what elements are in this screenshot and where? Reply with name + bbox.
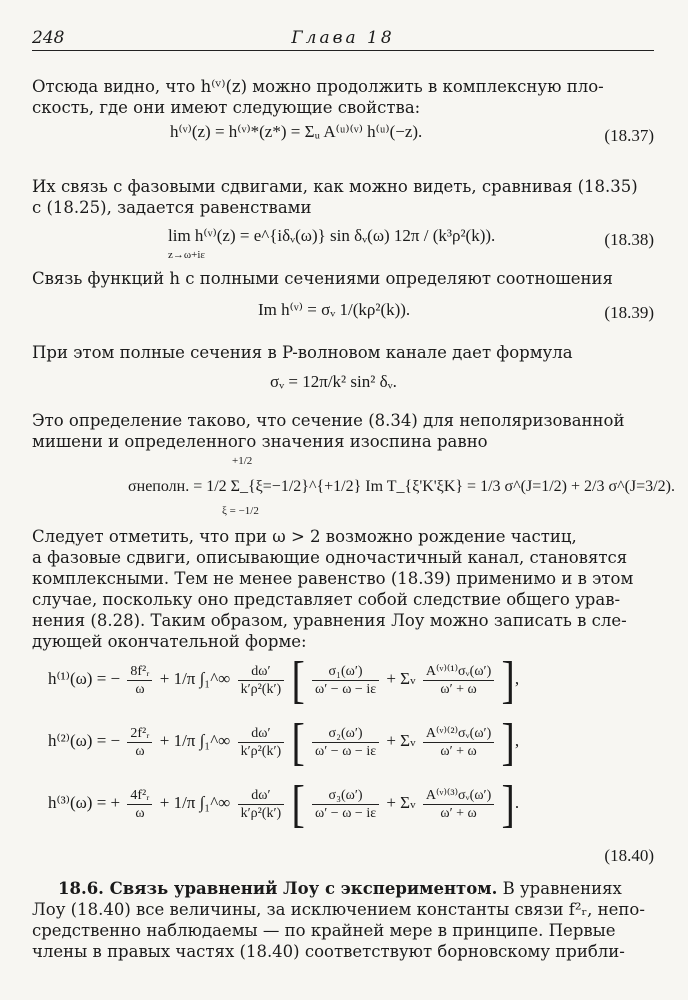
text-line: члены в правых частях (18.40) соответствуют борновскому прибли- [32,942,625,961]
denom2: ω′ + ω [440,805,477,821]
a-fraction [423,787,494,822]
measure-fraction [238,725,285,760]
coef: 8f²ᵣ [127,663,152,681]
omega: ω [135,681,145,697]
sum-sub: v [410,674,416,687]
equation-body: lim h⁽ᵛ⁾(z) = e^{iδᵥ(ω)} sin δᵥ(ω) 12π / (k³ρ²(k)). [168,226,496,245]
sigma: σ₂(ω′) [312,725,379,743]
sigma: σ₁(ω′) [312,663,379,681]
measure-fraction [238,663,285,698]
paragraph-5 [32,410,654,452]
integral: ∫₁^∞ [199,730,231,750]
text-line: случае, поскольку оно представляет собой следствие общего урав- [32,590,621,609]
denom1: ω′ − ω − iε [315,681,377,697]
chapter-title: Глава 18 [291,28,395,48]
paragraph-2 [32,176,654,218]
coef-fraction [127,663,152,698]
omega: ω [135,743,145,759]
paragraph-3 [32,268,654,289]
text-line: скость, где они имеют следующие свойства: [32,98,421,117]
sigma-fraction [312,663,379,698]
section-text: В уравнениях [497,879,622,898]
a: A⁽ᵛ⁾⁽²⁾σᵥ(ω′) [423,725,494,743]
text-line: Следует отметить, что при ω > 2 возможно рождение частиц, [32,527,577,546]
denom1: ω′ − ω − iε [315,805,377,821]
right-bracket: ] [501,712,515,771]
text-line: При этом полные сечения в P-волновом канале дает формула [32,343,573,362]
denom1: ω′ − ω − iε [315,743,377,759]
row-end: , [514,668,520,688]
left-bracket: [ [291,650,305,709]
section-title: 18.6. Связь уравнений Лоу с экспериментом. [58,879,498,898]
text-line: Их связь с фазовыми сдвигами, как можно видеть, сравнивая (18.35) [32,177,638,196]
kp: k′ρ²(k′) [240,805,282,821]
measure-fraction [238,787,285,822]
denom2: ω′ + ω [440,743,477,759]
right-bracket: ] [501,650,515,709]
kp: k′ρ²(k′) [240,681,282,697]
equation-sigma-total: σнеполн. = 1/2 Σ_{ξ=−1/2}^{+1/2} Im T_{ξ'K'ξK} = 1/3 σ^(J=1/2) + 2/3 σ^(J=3/2). [128,478,675,495]
lhs: h⁽³⁾(ω) = + [48,792,121,812]
integral: ∫₁^∞ [199,668,231,688]
lhs: h⁽²⁾(ω) = − [48,730,121,750]
one-over-pi: 1/π [173,668,196,688]
a-fraction [423,663,494,698]
sum-sub: v [410,736,416,749]
low-equation-1: h⁽¹⁾(ω) = − $\frac{\text{8f²ᵣ}}{\omega}$ + 1/π ∫₁^∞ $\frac{d\omega'}{\text{k′ρ²(k′)}}$ [ $\frac{\text{σ₁(ω′)}}{\omega' - \omega - i\varepsilon}$ + Σv $\frac{\text{A⁽ᵛ⁾⁽¹⁾σᵥ(ω′)}}{\omega' + \omega}$ ], [48,650,520,709]
row-end: , [514,730,520,750]
page-header [32,28,654,51]
low-equation-3: h⁽³⁾(ω) = + $\frac{\text{4f²ᵣ}}{\omega}$ + 1/π ∫₁^∞ $\frac{d\omega'}{\text{k′ρ²(k′)}}$ [ $\frac{\text{σ₃(ω′)}}{\omega' - \omega - i\varepsilon}$ + Σv $\frac{\text{A⁽ᵛ⁾⁽³⁾σᵥ(ω′)}}{\omega' + \omega}$ ]. [48,774,520,833]
sum-sub: v [410,798,416,811]
paragraph-6 [32,526,654,652]
page-number: 248 [32,28,65,48]
coef-fraction [127,787,152,822]
equation-number: (18.39) [604,303,654,322]
text-line: а фазовые сдвиги, описывающие одночастичный канал, становятся [32,548,628,567]
text-line: Это определение таково, что сечение (8.34) для неполяризованной [32,411,625,430]
sigma: σ₃(ω′) [312,787,379,805]
equation-number: (18.38) [604,230,654,249]
coef: 2f²ᵣ [127,725,152,743]
dw: dω′ [238,725,285,743]
coef: 4f²ᵣ [127,787,152,805]
a: A⁽ᵛ⁾⁽³⁾σᵥ(ω′) [423,787,494,805]
left-bracket: [ [291,712,305,771]
paragraph-4 [32,342,654,363]
sum-lower-limit: ξ = −1/2 [222,505,259,517]
text-line: Отсюда видно, что h⁽ᵛ⁾(z) можно продолжить в комплексную пло- [32,77,604,96]
paragraph-7 [32,878,654,962]
text-line: с (18.25), задается равенствами [32,198,312,217]
limit-subscript: z→ω+iε [168,249,206,261]
equation-18-37: h⁽ᵛ⁾(z) = h⁽ᵛ⁾*(z*) = Σᵤ A⁽ᵘ⁾⁽ᵛ⁾ h⁽ᵘ⁾(−z). [170,122,423,141]
right-bracket: ] [501,774,515,833]
one-over-pi: 1/π [173,730,196,750]
equation-number: (18.40) [604,846,654,865]
kp: k′ρ²(k′) [240,743,282,759]
equation-18-39: Im h⁽ᵛ⁾ = σᵥ 1/(kρ²(k)). [258,300,411,319]
equation-18-38 [168,226,495,246]
text-line [32,878,654,899]
sigma-fraction [312,725,379,760]
text-line: нения (8.28). Таким образом, уравнения Лоу можно записать в сле- [32,611,627,630]
denom2: ω′ + ω [440,681,477,697]
text-line: Связь функций h с полными сечениями определяют соотношения [32,269,613,288]
coef-fraction [127,725,152,760]
omega: ω [135,805,145,821]
sum-upper-limit: +1/2 [232,455,253,467]
dw: dω′ [238,787,285,805]
text-line: мишени и определенного значения изоспина равно [32,432,488,451]
equation-number: (18.37) [604,126,654,145]
text-line: средственно наблюдаемы — по крайней мере в принципе. Первые [32,921,616,940]
integral: ∫₁^∞ [199,792,231,812]
sigma-fraction [312,787,379,822]
paragraph-1 [32,76,654,118]
row-end: . [514,792,520,812]
dw: dω′ [238,663,285,681]
equation-sigma-v: σᵥ = 12π/k² sin² δᵥ. [270,372,397,391]
text-line: дующей окончательной форме: [32,632,307,651]
a-fraction [423,725,494,760]
one-over-pi: 1/π [173,792,196,812]
lhs: h⁽¹⁾(ω) = − [48,668,121,688]
a: A⁽ᵛ⁾⁽¹⁾σᵥ(ω′) [423,663,494,681]
text-line: комплексными. Тем не менее равенство (18.39) применимо и в этом [32,569,634,588]
text-line: Лоу (18.40) все величины, за исключением константы связи f²ᵣ, непо- [32,900,645,919]
low-equation-2: h⁽²⁾(ω) = − $\frac{\text{2f²ᵣ}}{\omega}$ + 1/π ∫₁^∞ $\frac{d\omega'}{\text{k′ρ²(k′)}}$ [ $\frac{\text{σ₂(ω′)}}{\omega' - \omega - i\varepsilon}$ + Σv $\frac{\text{A⁽ᵛ⁾⁽²⁾σᵥ(ω′)}}{\omega' + \omega}$ ], [48,712,520,771]
left-bracket: [ [291,774,305,833]
